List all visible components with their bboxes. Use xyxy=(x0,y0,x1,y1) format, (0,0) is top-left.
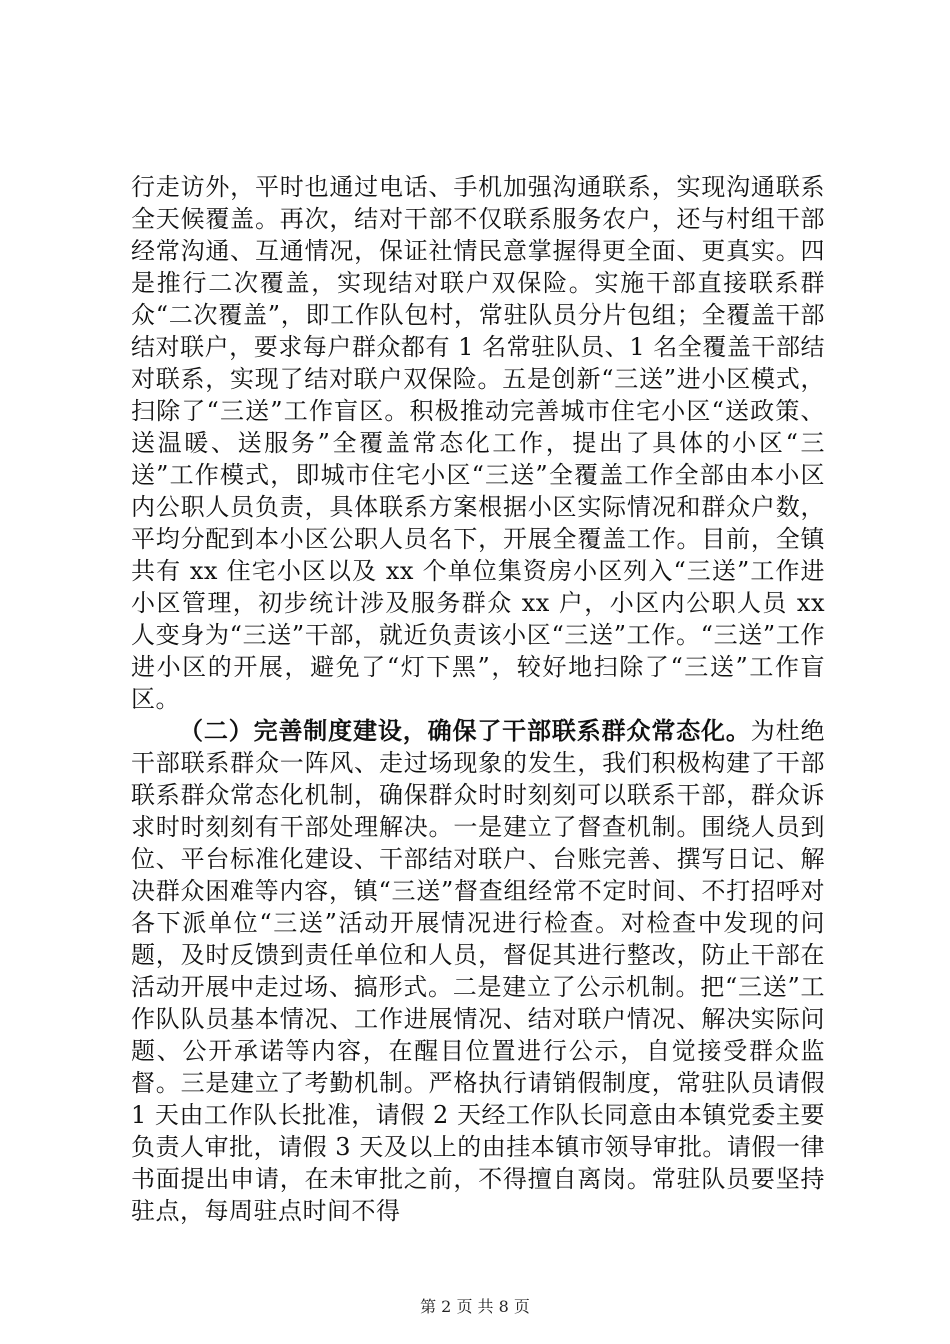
paragraph-1 xyxy=(131,171,825,715)
section-heading: （二）完善制度建设，确保了干部联系群众常态化。 xyxy=(179,716,751,745)
paragraph-2 xyxy=(131,715,825,1227)
page-number-label: 第 2 页 共 8 页 xyxy=(420,1297,530,1316)
paragraph-2-text: 为杜绝干部联系群众一阵风、走过场现象的发生，我们积极构建了干部联系群众常态化机制，确保群众时时刻刻可以联系干部，群众诉求时时刻刻有干部处理解决。一是建立了督查机制。围绕人员到位、平台标准化建设、干部结对联户、台账完善、撰写日记、解决群众困难等内容，镇“三送”督查组经常不定时间、不打招呼对各下派单位“三送”活动开展情况进行检查。对检查中发现的问题，及时反馈到责任单位和人员，督促其进行整改，防止干部在活动开展中走过场、搞形式。二是建立了公示机制。把“三送”工作队队员基本情况、工作进展情况、结对联户情况、解决实际问题、公开承诺等内容，在醒目位置进行公示，自觉接受群众监督。三是建立了考勤机制。严格执行请销假制度，常驻队员请假 1 天由工作队长批准，请假 2 天经工作队长同意由本镇党委主要负责人审批，请假 3 天及以上的由挂本镇市领导审批。请假一律书面提出申请，在未审批之前，不得擅自离岗。常驻队员要坚持驻点，每周驻点时间不得 xyxy=(131,717,826,1225)
document-body xyxy=(131,171,825,1227)
page-footer xyxy=(0,1297,950,1317)
paragraph-1-text: 行走访外，平时也通过电话、手机加强沟通联系，实现沟通联系全天候覆盖。再次，结对干部不仅联系服务农户，还与村组干部经常沟通、互通情况，保证社情民意掌握得更全面、更真实。四是推行二次覆盖，实现结对联户双保险。实施干部直接联系群众“二次覆盖”，即工作队包村，常驻队员分片包组；全覆盖干部结对联户，要求每户群众都有 1 名常驻队员、1 名全覆盖干部结对联系，实现了结对联户双保险。五是创新“三送”进小区模式，扫除了“三送”工作盲区。积极推动完善城市住宅小区“送政策、送温暖、送服务”全覆盖常态化工作，提出了具体的小区“三送”工作模式，即城市住宅小区“三送”全覆盖工作全部由本小区内公职人员负责，具体联系方案根据小区实际情况和群众户数，平均分配到本小区公职人员名下，开展全覆盖工作。目前，全镇共有 xx 住宅小区以及 xx 个单位集资房小区列入“三送”工作进小区管理，初步统计涉及服务群众 xx 户，小区内公职人员 xx 人变身为“三送”干部，就近负责该小区“三送”工作。“三送”工作进小区的开展，避免了“灯下黑”，较好地扫除了“三送”工作盲区。 xyxy=(131,173,825,713)
